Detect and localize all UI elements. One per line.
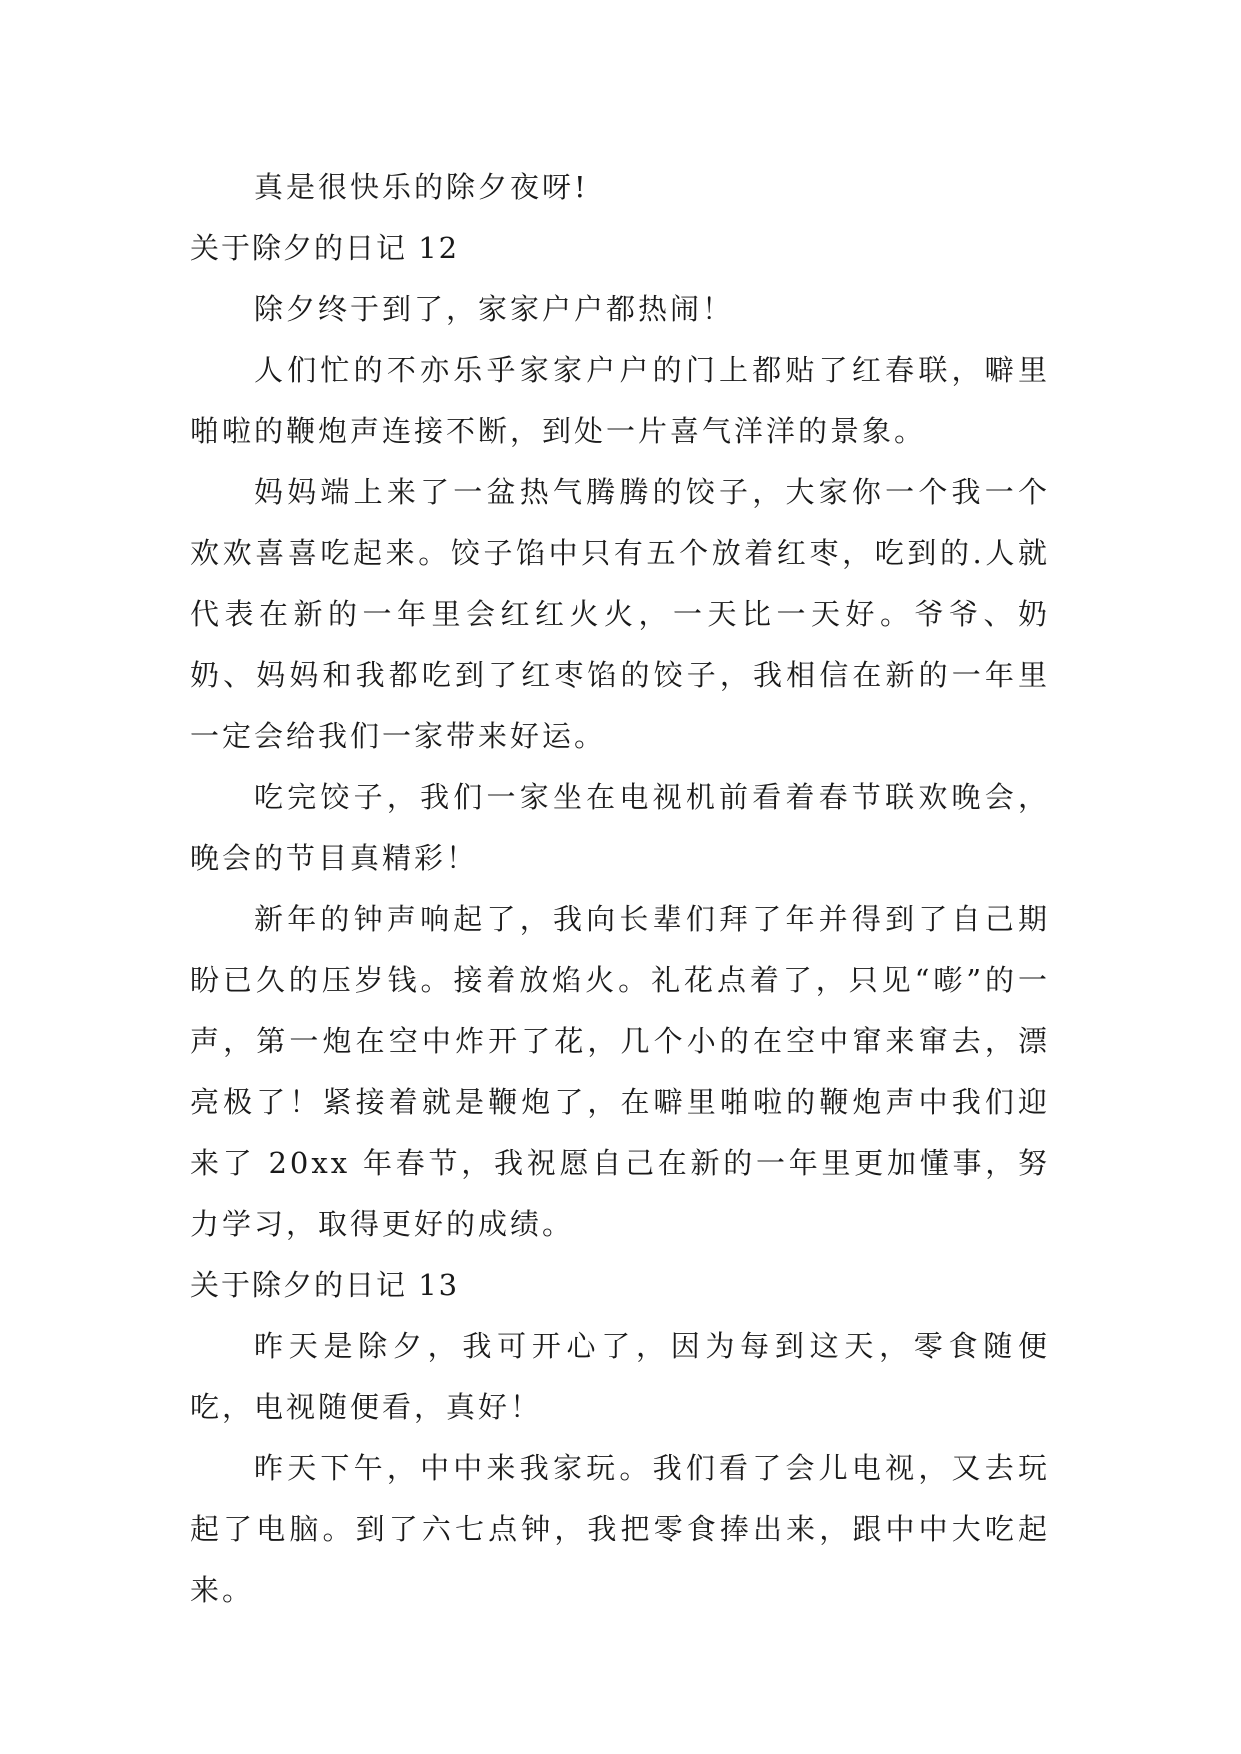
paragraph: 妈妈端上来了一盆热气腾腾的饺子，大家你一个我一个欢欢喜喜吃起来。饺子馅中只有五个放着红枣，吃到的.人就代表在新的一年里会红红火火，一天比一天好。爷爷、奶奶、妈妈和我都吃到了红枣馅的饺子，我相信在新的一年里一定会给我们一家带来好运。 bbox=[190, 475, 1050, 753]
paragraph: 昨天下午，中中来我家玩。我们看了会儿电视，又去玩起了电脑。到了六七点钟，我把零食捧出来，跟中中大吃起来。 bbox=[190, 1451, 1050, 1607]
paragraph: 真是很快乐的除夕夜呀! bbox=[254, 170, 589, 204]
paragraph: 昨天是除夕，我可开心了，因为每到这天，零食随便吃，电视随便看，真好！ bbox=[190, 1329, 1050, 1424]
section-heading: 关于除夕的日记 13 bbox=[190, 1268, 460, 1302]
section-heading: 关于除夕的日记 12 bbox=[190, 231, 460, 265]
paragraph: 人们忙的不亦乐乎家家户户的门上都贴了红春联，噼里啪啦的鞭炮声连接不断，到处一片喜气洋洋的景象。 bbox=[190, 353, 1050, 448]
paragraph: 新年的钟声响起了，我向长辈们拜了年并得到了自己期盼已久的压岁钱。接着放焰火。礼花点着了，只见“嘭”的一声，第一炮在空中炸开了花，几个小的在空中窜来窜去，漂亮极了！紧接着就是鞭炮了，在噼里啪啦的鞭炮声中我们迎来了 20xx 年春节，我祝愿自己在新的一年里更加懂事，努力学习，取得更好的成绩。 bbox=[190, 902, 1050, 1241]
document-body bbox=[190, 157, 1050, 1621]
paragraph: 除夕终于到了，家家户户都热闹！ bbox=[254, 292, 735, 326]
paragraph: 吃完饺子，我们一家坐在电视机前看着春节联欢晚会，晚会的节目真精彩！ bbox=[190, 780, 1050, 875]
